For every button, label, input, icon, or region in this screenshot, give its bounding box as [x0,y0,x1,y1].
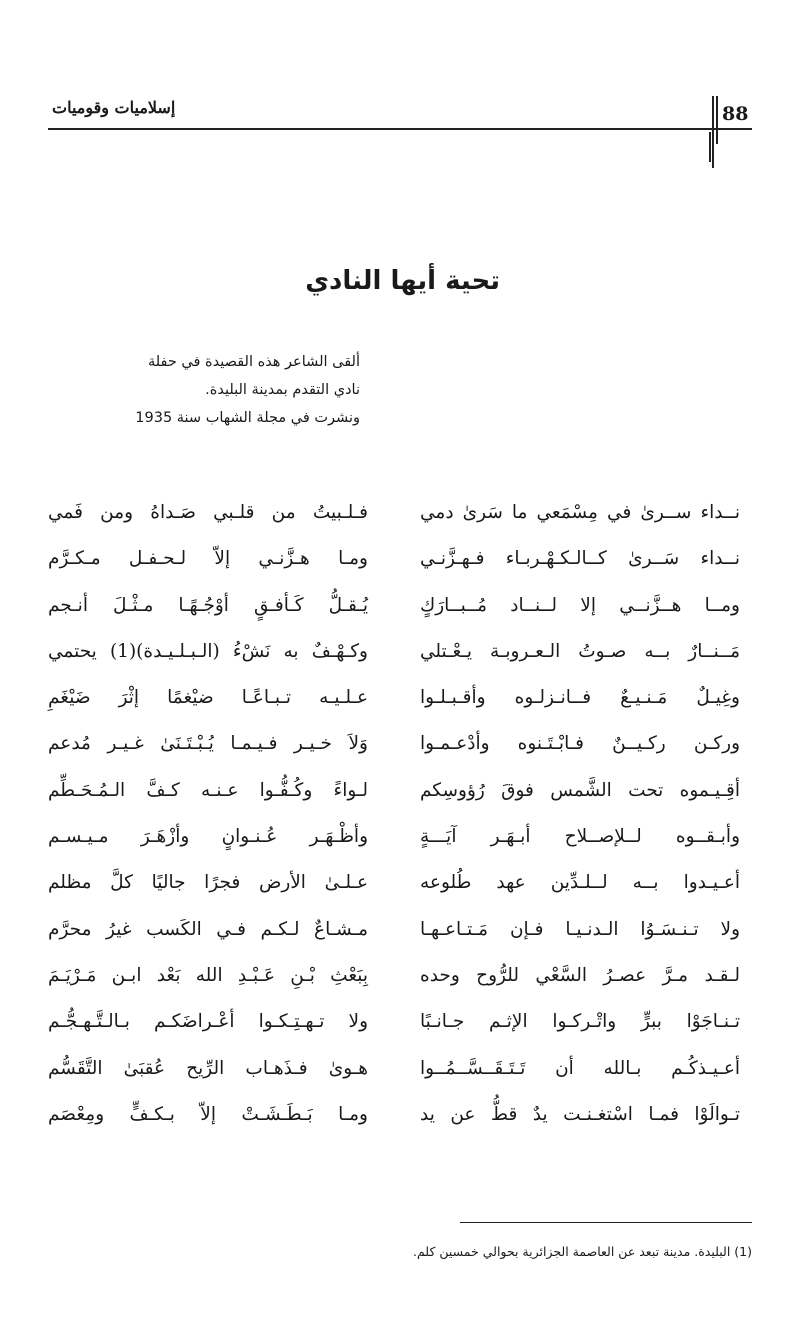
verse-hemistich: عـلـىٰ الأرض فجرًا جاليًا كلَّ مظلم [48,872,368,894]
header-vertical-rule [712,96,714,168]
verse-hemistich: وكـهْـفٌ به نَشْءُ (الـبـلـيـدة)(1) يحتمي [48,640,368,662]
verse-second-hemistichs [48,490,368,1138]
verse-hemistich: لـواءً وكُـفُّـوا عـنـه كـفَّ الـمُـحَـطِّم [48,779,368,801]
verse-hemistich: وأبـقــوه لــلإصــلاح أبـهَـر آيَـــةٍ [420,826,740,848]
verse-hemistich: وغِيـلٌ مَـنـيـعٌ فــانـزلـوه وأقـبـلـوا [420,687,740,709]
poem-title: تحية أيها النادي [305,266,500,296]
footnote: (1) البليدة. مدينة تبعد عن العاصمة الجزائرية بحوالي خمسين كلم. [413,1244,752,1259]
verse-hemistich: مـشـاعٌ لـكـم فـي الكَسب غيرُ محرَّم [48,918,368,940]
footnote-rule [460,1222,752,1223]
verse-hemistich: هـوىٰ فـذَهـاب الرِّيح عُقبَىٰ التَّقَسُّم [48,1057,368,1079]
verse-hemistich: تـوالَوْا فمـا اسْتغـنـت يدٌ قطُّ عن يد [420,1103,740,1125]
poem-intro-note [60,348,360,432]
verse-hemistich: لـقـد مـرَّ عصـرُ السَّعْي للرُّوح وحده [420,964,740,986]
verse-hemistich: ومـا بَـطَـشَـتْ إلاّ بـكـفٍّ ومِعْصَم [48,1103,368,1125]
verse-hemistich: وَلاَ خـيـر فـيـمـا يُـبْـتَـنَىٰ غـيـر مُدعم [48,733,368,755]
intro-line: نادي التقدم بمدينة البليدة. [205,382,360,398]
verse-hemistich: أعـيـذكُـم بـالله أن تَـتَـقَــسَّــمُــوا [420,1057,740,1079]
verse-hemistich: يُـقـلُّ كَـأفـقٍ أوْجُـهًـا مـثْـلَ أنـجم [48,594,368,616]
header-rule [48,128,752,130]
verse-hemistich: نــداء ســرىٰ في مِسْمَعي ما سَرىٰ دمي [420,502,740,523]
verse-hemistich: وركـن ركـيــنٌ فـابْـتَـنوه وأدْعـمـوا [420,733,740,755]
verse-hemistich: عـلـيـه تـبـاعًـا ضيْغمًا إثْرَ ضَيْغَمِ [48,687,368,709]
verse-hemistich: ولا تـنـسَـوُا الـدنـيـا فـإن مَـتـاعـهـا [420,918,740,940]
verse-hemistich: نــداء سَــرىٰ كــالـكـهْـربـاء فـهـزَّنـي [420,548,740,570]
verse-first-hemistichs [420,490,740,1138]
verse-hemistich: بِبَعْثِ بْـنِ عَـبْـدِ الله بَعْد ابـن مَـرْيَـمَ [48,964,368,986]
header-vertical-rule [709,132,711,162]
running-header-title: إسلاميات وقوميات [52,98,176,117]
verse-hemistich: أقِـيـموه تحت الشَّمس فوقَ رُؤوسِكم [420,779,740,801]
verse-hemistich: تـنـاجَوْا ببرٍّ واتْـركـوا الإثـم جـانـبًا [420,1011,740,1033]
verse-hemistich: ومـا هـزَّنـي إلاّ لـحـفـل مـكـرَّم [48,548,368,570]
header-vertical-rule [716,96,718,144]
page-number: 88 [722,103,749,125]
verse-hemistich: أعـيـدوا بــه لــلـدِّين عهد طُلوعه [420,872,740,894]
verse-hemistich: مَــنــارٌ بــه صـوتُ الـعـروبـة يـعْـتلي [420,640,740,662]
verse-hemistich: ولا تـهـتِـكـوا أعْـراضَكـم بـالـتَّـهـجُّـم [48,1011,368,1033]
verse-hemistich: فـلـبيتُ من قلـبي صَـداهُ ومن فَمي [48,502,368,523]
intro-line: ألقى الشاعر هذه القصيدة في حفلة [147,354,360,370]
verse-hemistich: ومــا هــزَّنــي إلا لــنــاد مُــبــارَكٍ [420,594,740,616]
intro-line: ونشرت في مجلة الشهاب سنة 1935 [135,410,360,426]
verse-hemistich: وأظْـهَـر عُـنـوانٍ وأزْهَـرَ مـيـسـم [48,826,368,848]
